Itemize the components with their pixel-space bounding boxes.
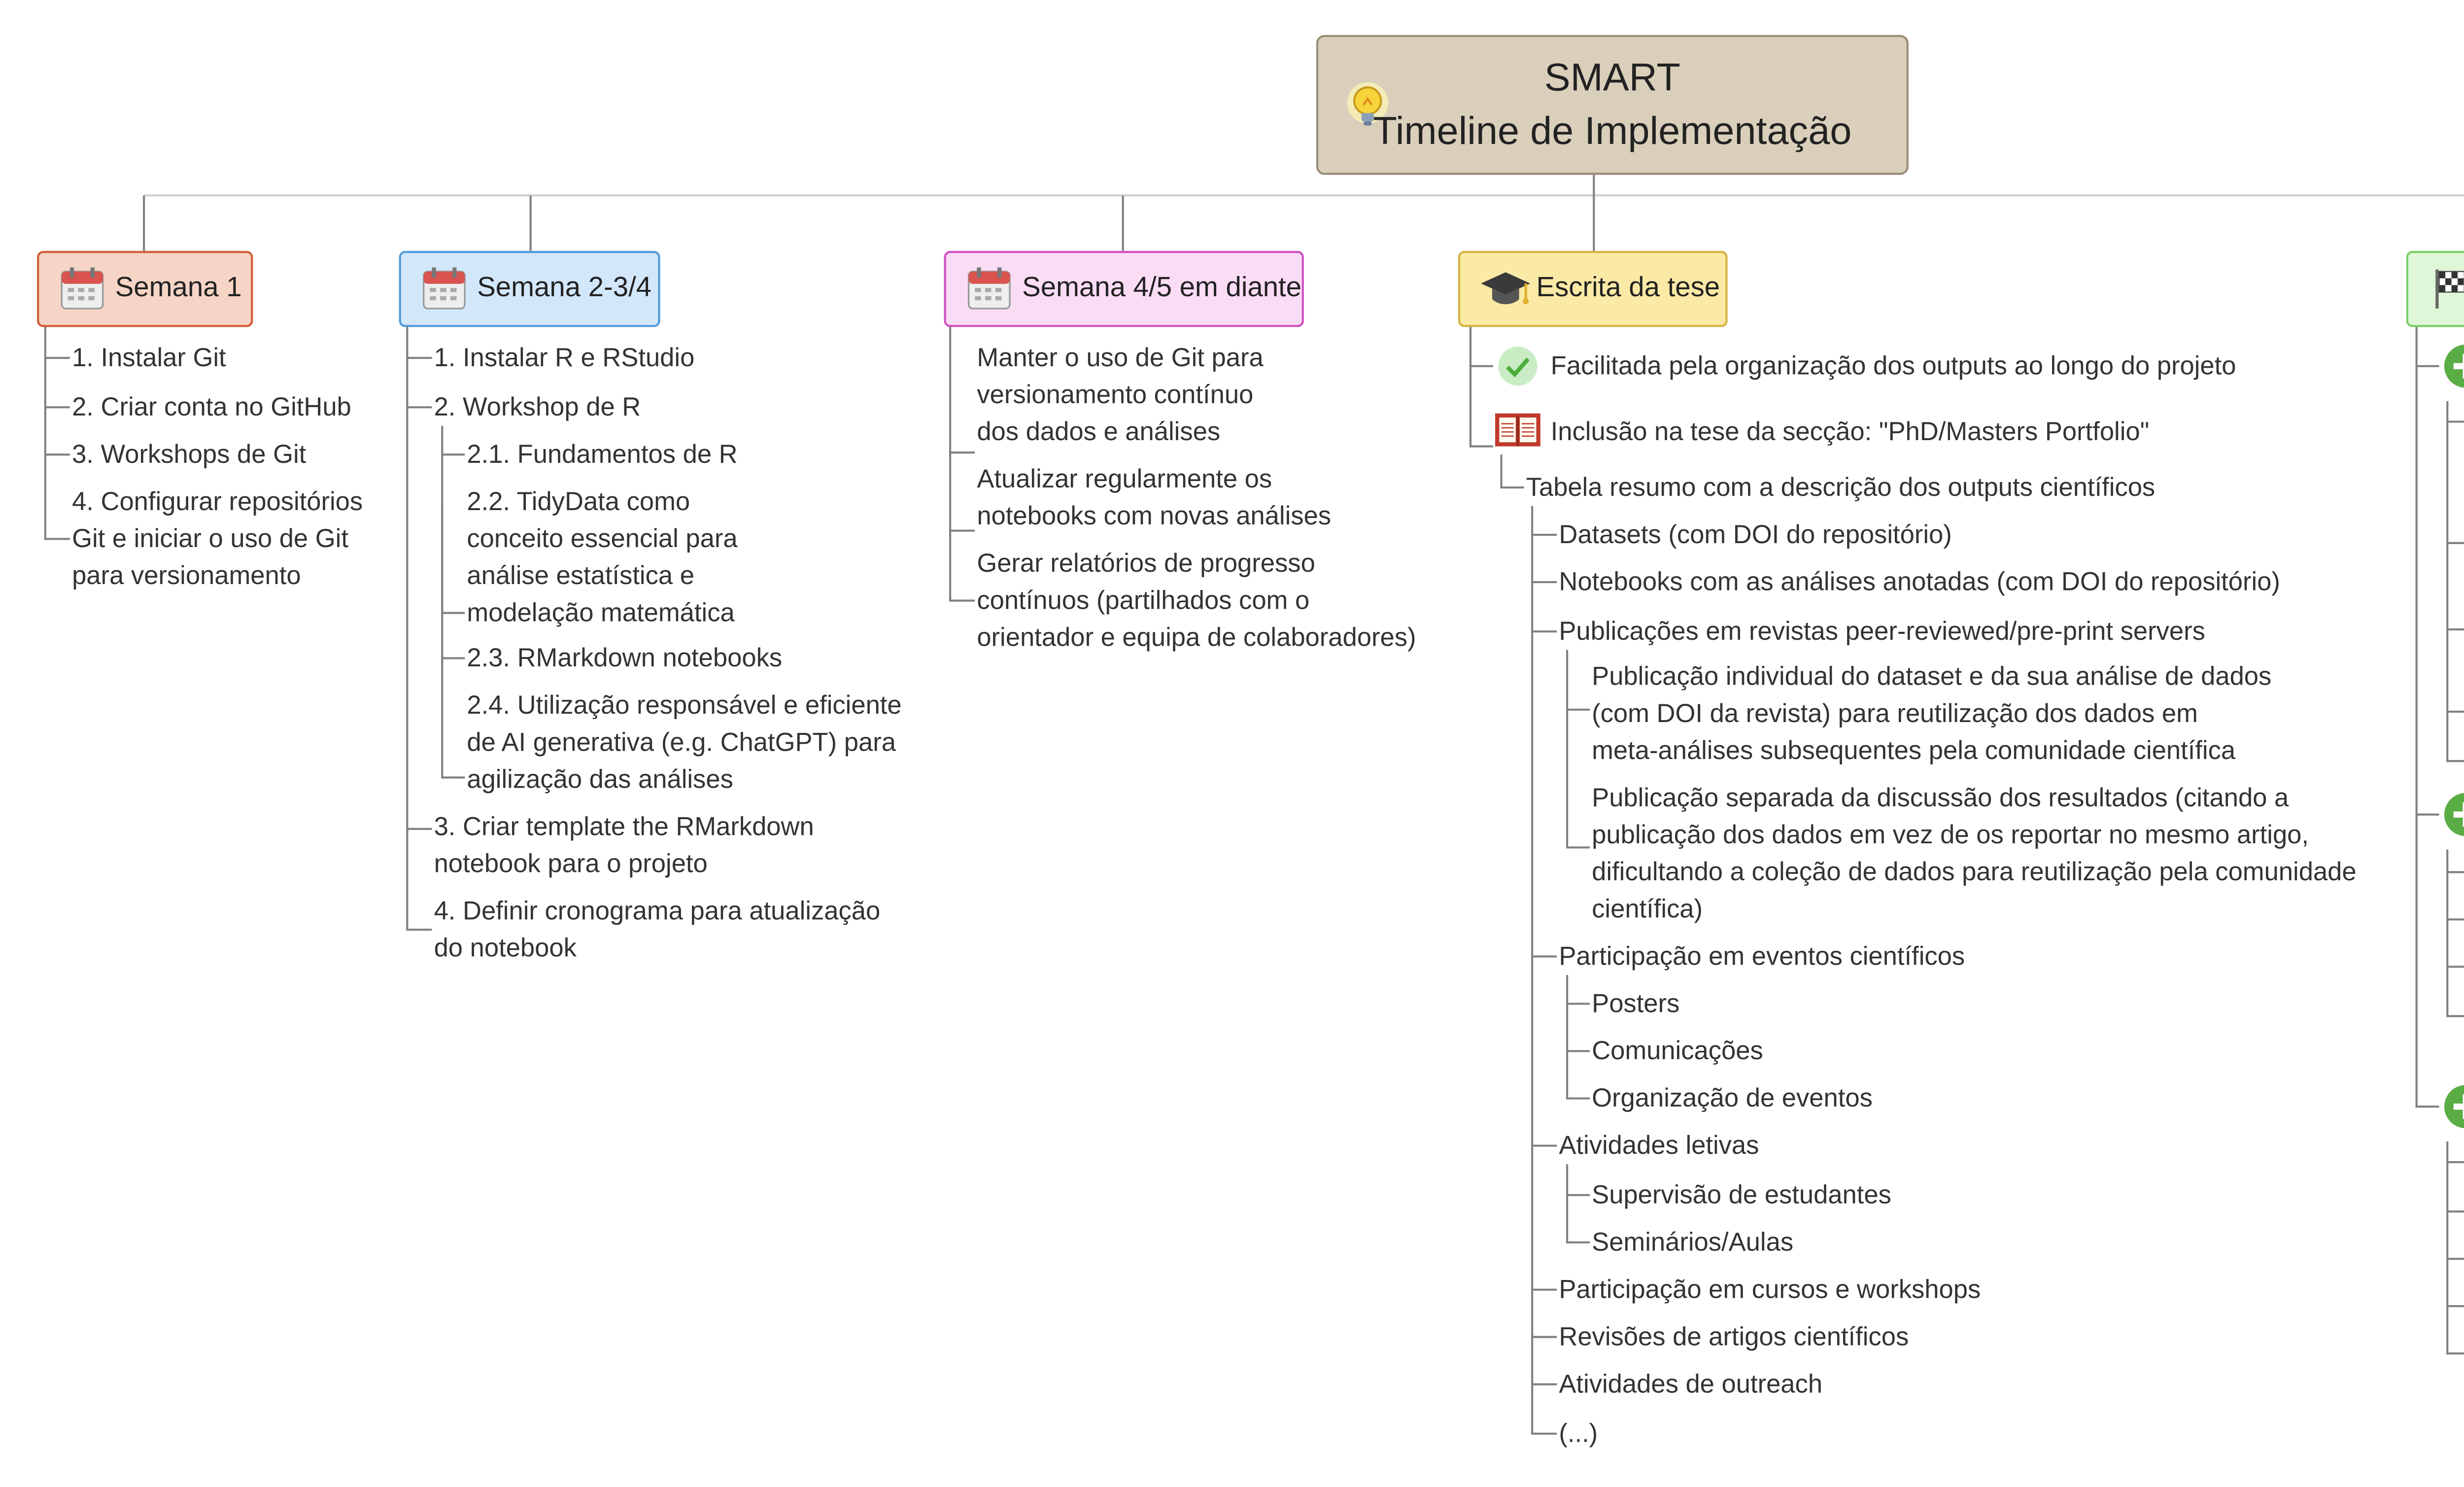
week2-item-3[interactable]: [434, 808, 814, 882]
week2-item-4-line: 4. Definir cronograma para atualização: [434, 897, 881, 926]
thesis-teaching[interactable]: Atividades letivas: [1559, 1131, 1759, 1160]
thesis-notebooks[interactable]: Notebooks com as análises anotadas (com DOI do repositório): [1559, 567, 2280, 597]
calendar-icon: [60, 265, 105, 311]
thesis-communications[interactable]: Comunicações: [1592, 1037, 1763, 1066]
root-subtitle: Timeline de Implementação: [1373, 111, 1852, 154]
thesis-publication-1-line: (com DOI da revista) para reutilização dos dados em: [1592, 699, 2198, 728]
thesis-reviews[interactable]: Revisões de artigos científicos: [1559, 1322, 1909, 1351]
thesis-posters[interactable]: Posters: [1592, 989, 1680, 1018]
week4-item-1-line: versionamento contínuo: [977, 380, 1254, 410]
thesis-outreach[interactable]: Atividades de outreach: [1559, 1370, 1823, 1399]
week1-item-4[interactable]: [72, 484, 363, 594]
thesis-publication-2[interactable]: [1592, 780, 2357, 928]
week2-sub-2[interactable]: [467, 484, 737, 631]
thesis-publication-1-line: Publicação individual do dataset e da sua análise de dados: [1592, 662, 2272, 692]
week4-item-3-line: contínuos (partilhados com o: [977, 586, 1310, 615]
week2-sub-3[interactable]: 2.3. RMarkdown notebooks: [467, 644, 783, 673]
thesis-seminars[interactable]: Seminários/Aulas: [1592, 1228, 1794, 1257]
week2-sub-2-line: análise estatística e: [467, 561, 694, 590]
thesis-publication-1-line: meta-análises subsequentes pela comunidade científica: [1592, 736, 2236, 765]
week1-item-2[interactable]: 2. Criar conta no GitHub: [72, 393, 351, 422]
week4-item-3-line: Gerar relatórios de progresso: [977, 549, 1315, 578]
week2-item-4[interactable]: [434, 893, 881, 967]
week2-sub-4-line: agilização das análises: [467, 765, 733, 794]
week4-item-1[interactable]: [977, 340, 1263, 450]
branch-semana-1[interactable]: [37, 251, 253, 327]
branch-label: Escrita da tese: [1536, 271, 1720, 303]
thesis-facilitated[interactable]: Facilitada pela organização dos outputs ao longo do projeto: [1550, 351, 2236, 381]
thesis-supervision[interactable]: Supervisão de estudantes: [1592, 1180, 1891, 1210]
plus-circle-icon: [2443, 1084, 2464, 1129]
branch-resultados-esperados[interactable]: [2406, 251, 2464, 327]
thesis-publication-2-line: Publicação separada da discussão dos resultados (citando a: [1592, 784, 2289, 813]
branch-semana-2-3-4[interactable]: [399, 251, 660, 327]
thesis-publication-2-line: dificultando a coleção de dados para reutilização pela comunidade: [1592, 858, 2357, 887]
week4-item-3-line: orientador e equipa de colaboradores): [977, 623, 1416, 652]
week2-sub-2-line: 2.2. TidyData como: [467, 487, 690, 517]
calendar-icon: [966, 265, 1012, 311]
week2-item-3-line: 3. Criar template the RMarkdown: [434, 812, 814, 841]
week1-item-4-line: para versionamento: [72, 561, 301, 590]
plus-circle-icon: [2443, 792, 2464, 837]
calendar-icon: [422, 265, 467, 311]
branch-semana-4-5[interactable]: [944, 251, 1304, 327]
week2-item-4-line: do notebook: [434, 934, 577, 963]
branch-escrita-tese[interactable]: [1458, 251, 1728, 327]
thesis-events[interactable]: Participação em eventos científicos: [1559, 942, 1965, 971]
week4-item-3[interactable]: [977, 545, 1416, 656]
week1-item-3[interactable]: 3. Workshops de Git: [72, 440, 307, 469]
branch-label: Semana 4/5 em diante: [1022, 271, 1302, 303]
week2-item-3-line: notebook para o projeto: [434, 849, 708, 878]
week4-item-2-line: notebooks com novas análises: [977, 502, 1332, 531]
root-topic[interactable]: [1316, 35, 1909, 175]
open-book-icon: [1493, 409, 1542, 450]
week2-sub-1[interactable]: 2.1. Fundamentos de R: [467, 440, 738, 469]
week2-sub-2-line: modelação matemática: [467, 598, 735, 627]
week4-item-1-line: Manter o uso de Git para: [977, 343, 1264, 373]
checkered-flag-icon: [2429, 265, 2464, 311]
week1-item-1[interactable]: 1. Instalar Git: [72, 343, 226, 373]
thesis-organization[interactable]: Organização de eventos: [1592, 1084, 1873, 1113]
thesis-inclusion[interactable]: Inclusão na tese da secção: "PhD/Masters Portfolio": [1550, 417, 2150, 447]
thesis-table[interactable]: Tabela resumo com a descrição dos outputs científicos: [1526, 473, 2156, 502]
week1-item-4-line: 4. Configurar repositórios: [72, 487, 363, 517]
thesis-courses[interactable]: Participação em cursos e workshops: [1559, 1275, 1981, 1304]
week1-item-4-line: Git e iniciar o uso de Git: [72, 524, 348, 553]
thesis-publication-2-line: científica): [1592, 895, 1703, 924]
plus-circle-icon: [2443, 344, 2464, 389]
graduation-cap-icon: [1476, 263, 1530, 312]
thesis-etc[interactable]: (...): [1559, 1419, 1598, 1449]
week2-sub-4[interactable]: [467, 687, 901, 798]
check-circle-icon: [1497, 346, 1538, 386]
branch-label: Semana 2-3/4: [477, 271, 652, 303]
week4-item-2-line: Atualizar regularmente os: [977, 465, 1272, 494]
branch-label: Semana 1: [115, 271, 242, 303]
thesis-publications[interactable]: Publicações em revistas peer-reviewed/pre-print servers: [1559, 617, 2205, 646]
thesis-datasets[interactable]: Datasets (com DOI do repositório): [1559, 520, 1952, 550]
week2-item-1[interactable]: 1. Instalar R e RStudio: [434, 343, 695, 373]
thesis-publication-2-line: publicação dos dados em vez de os reportar no mesmo artigo,: [1592, 821, 2309, 850]
week2-sub-2-line: conceito essencial para: [467, 524, 738, 553]
week4-item-2[interactable]: [977, 461, 1331, 535]
root-title: SMART: [1544, 57, 1680, 101]
week4-item-1-line: dos dados e análises: [977, 417, 1221, 447]
week2-item-2[interactable]: 2. Workshop de R: [434, 393, 641, 422]
thesis-publication-1[interactable]: [1592, 658, 2271, 769]
week2-sub-4-line: 2.4. Utilização responsável e eficiente: [467, 691, 902, 720]
week2-sub-4-line: de AI generativa (e.g. ChatGPT) para: [467, 728, 896, 757]
